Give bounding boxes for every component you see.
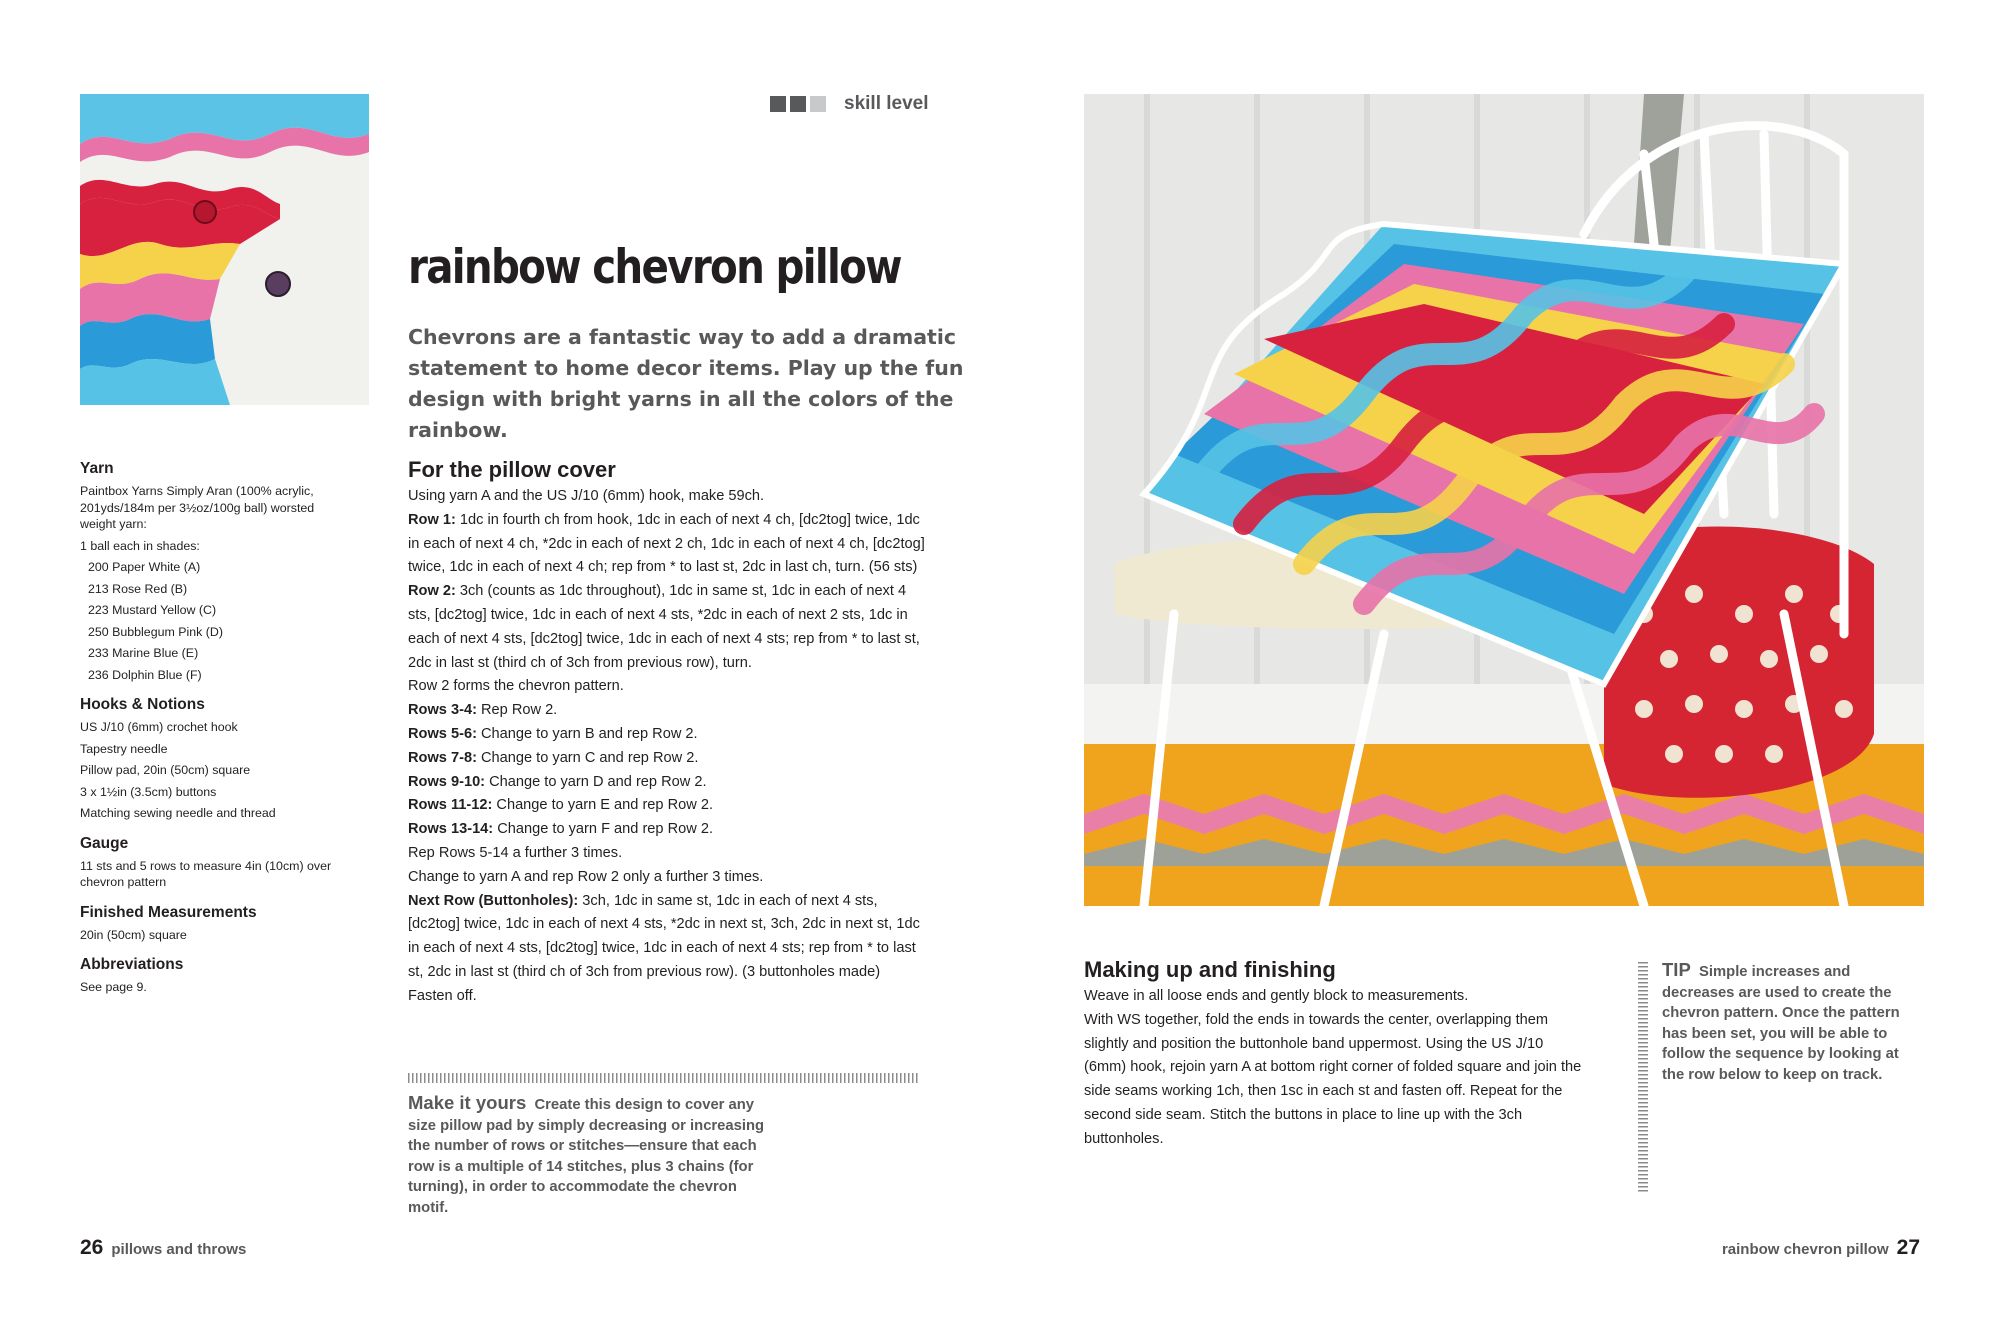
- button-purple-icon: [266, 272, 290, 296]
- hook-item: Matching sewing needle and thread: [80, 806, 276, 820]
- instruction-row: Row 2 forms the chevron pattern.: [408, 678, 624, 695]
- gauge-heading: Gauge: [80, 834, 129, 852]
- skill-level: [770, 92, 929, 116]
- instruction-row: Rows 5-6: Change to yarn B and rep Row 2.: [408, 725, 698, 742]
- finished-heading: Finished Measurements: [80, 903, 257, 921]
- page-number: 27: [1896, 1236, 1920, 1259]
- hook-item: Tapestry needle: [80, 741, 168, 756]
- tip-heading: TIP: [1662, 959, 1691, 980]
- materials-column: [80, 459, 342, 1001]
- instruction-row: Row 2: 3ch (counts as 1dc throughout), 1dc in same st, 1dc in each of next 4 sts, [dc2tog] twice, 1dc in each of next 4 sts, *2dc in each of next 2 sts, 1dc in each of next 4 sts, [dc2tog] twice, 1dc in each of next 4 sts; rep from * to last st, 2dc in last st (third ch of 3ch from previous row), turn.: [408, 583, 920, 671]
- making-up-section: [1084, 955, 1589, 1152]
- hook-item: Pillow pad, 20in (50cm) square: [80, 763, 251, 777]
- yarn-description: Paintbox Yarns Simply Aran (100% acrylic, 201yds/184m per 3½oz/100g ball) worsted weight yarn:: [80, 484, 315, 531]
- instruction-row: Rows 3-4: Rep Row 2.: [408, 702, 558, 719]
- abbreviations-text: See page 9.: [80, 980, 147, 994]
- skill-level-label: skill level: [844, 93, 929, 114]
- finished-text: 20in (50cm) square: [80, 927, 187, 942]
- shade-item: 233 Marine Blue (E): [88, 646, 199, 660]
- make-it-yours-heading: Make it yours: [408, 1092, 527, 1113]
- skill-square-filled: [790, 96, 806, 112]
- make-it-yours-divider: [408, 1073, 918, 1083]
- instruction-row: Rows 9-10: Change to yarn D and rep Row 2.: [408, 773, 707, 790]
- pillow-cover-instructions: [408, 455, 928, 1009]
- instruction-row: Using yarn A and the US J/10 (6mm) hook, make 59ch.: [408, 488, 765, 504]
- hooks-heading: Hooks & Notions: [80, 696, 205, 713]
- footer-left: [80, 1236, 246, 1260]
- shade-item: 250 Bubblegum Pink (D): [88, 624, 223, 639]
- instruction-row: Fasten off.: [408, 987, 477, 1004]
- page-number: 26: [80, 1236, 104, 1259]
- tip-divider: [1638, 962, 1648, 1194]
- yarn-shades-intro: 1 ball each in shades:: [80, 538, 200, 553]
- make-it-yours-box: [408, 1093, 778, 1218]
- instruction-row: Next Row (Buttonholes): 3ch, 1dc in same st, 1dc in each of next 4 sts, [dc2tog] twice, 1dc in each of next 4 sts, *2dc in next st, 3ch, 2dc in next st, 1dc in each of next 4 sts, [dc2tog] twice, 1dc in each of next 4 sts; rep from * to last st, 2dc in last st (third ch of 3ch from previous row). (3 buttonholes made): [408, 892, 920, 980]
- abbreviations-heading: Abbreviations: [80, 956, 184, 973]
- skill-square-filled: [770, 96, 786, 112]
- pillow-scene-illustration: [1084, 94, 1924, 906]
- chevron-detail-photo: [80, 94, 369, 405]
- page-title: rainbow chevron pillow: [408, 240, 901, 295]
- instruction-row: Rows 11-12: Change to yarn E and rep Row 2.: [408, 797, 714, 814]
- instruction-row: Rows 13-14: Change to yarn F and rep Row 2.: [408, 821, 714, 838]
- pillow-cover-heading: For the pillow cover: [408, 457, 616, 482]
- gauge-text: 11 sts and 5 rows to measure 4in (10cm) over chevron pattern: [80, 858, 332, 889]
- making-up-paragraph: With WS together, fold the ends in towards the center, overlapping them slightly and position the buttonhole band uppermost. Using the US J/10 (6mm) hook, rejoin yarn A at bottom right corner of folded square and join the side seams working 1ch, then 1sc in each st and fasten off. Repeat for the second side seam. Stitch the buttons in place to line up with the 3ch buttonholes.: [1084, 1011, 1582, 1147]
- tip-box: [1662, 960, 1924, 1085]
- shade-item: 213 Rose Red (B): [88, 581, 188, 596]
- footer-right: [1722, 1236, 1920, 1260]
- make-it-yours-text: Create this design to cover any size pillow pad by simply decreasing or increasing the number of rows or stitches—ensure that each row is a multiple of 14 stitches, plus 3 chains (for turning), in order to accommodate the chevron motif.: [408, 1097, 765, 1216]
- shade-item: 236 Dolphin Blue (F): [88, 667, 202, 682]
- chevron-detail-illustration: [80, 94, 369, 405]
- making-up-heading: Making up and finishing: [1084, 957, 1336, 982]
- intro-text: Chevrons are a fantastic way to add a dramatic statement to home decor items. Play up the fun design with bright yarns in all the colors of the rainbow.: [408, 325, 964, 442]
- section-name: pillows and throws: [111, 1241, 247, 1258]
- section-name: rainbow chevron pillow: [1721, 1241, 1889, 1258]
- pillow-on-chair-photo: [1084, 94, 1924, 906]
- hook-item: 3 x 1½in (3.5cm) buttons: [80, 784, 217, 799]
- hook-item: US J/10 (6mm) crochet hook: [80, 720, 238, 734]
- shade-item: 200 Paper White (A): [88, 560, 201, 574]
- tip-text: Simple increases and decreases are used to create the chevron pattern. Once the pattern has been set, you will be able to follow the sequence by looking at the row below to keep on track.: [1662, 964, 1900, 1083]
- instruction-row: Rep Rows 5-14 a further 3 times.: [408, 844, 623, 861]
- instruction-row: Change to yarn A and rep Row 2 only a further 3 times.: [408, 868, 764, 885]
- making-up-paragraph: Weave in all loose ends and gently block to measurements.: [1084, 988, 1469, 1004]
- instruction-row: Rows 7-8: Change to yarn C and rep Row 2.: [408, 749, 699, 766]
- skill-square-empty: [810, 96, 826, 112]
- shade-item: 223 Mustard Yellow (C): [88, 603, 217, 617]
- button-red-icon: [194, 201, 216, 223]
- yarn-heading: Yarn: [80, 460, 114, 477]
- instruction-row: Row 1: 1dc in fourth ch from hook, 1dc in each of next 4 ch, [dc2tog] twice, 1dc in each of next 4 ch, *2dc in each of next 2 ch, 1dc in each of next 4 ch, [dc2tog] twice, 1dc in each of next 4 ch; rep from * to last st, 2dc in last ch, turn. (56 sts): [408, 511, 925, 576]
